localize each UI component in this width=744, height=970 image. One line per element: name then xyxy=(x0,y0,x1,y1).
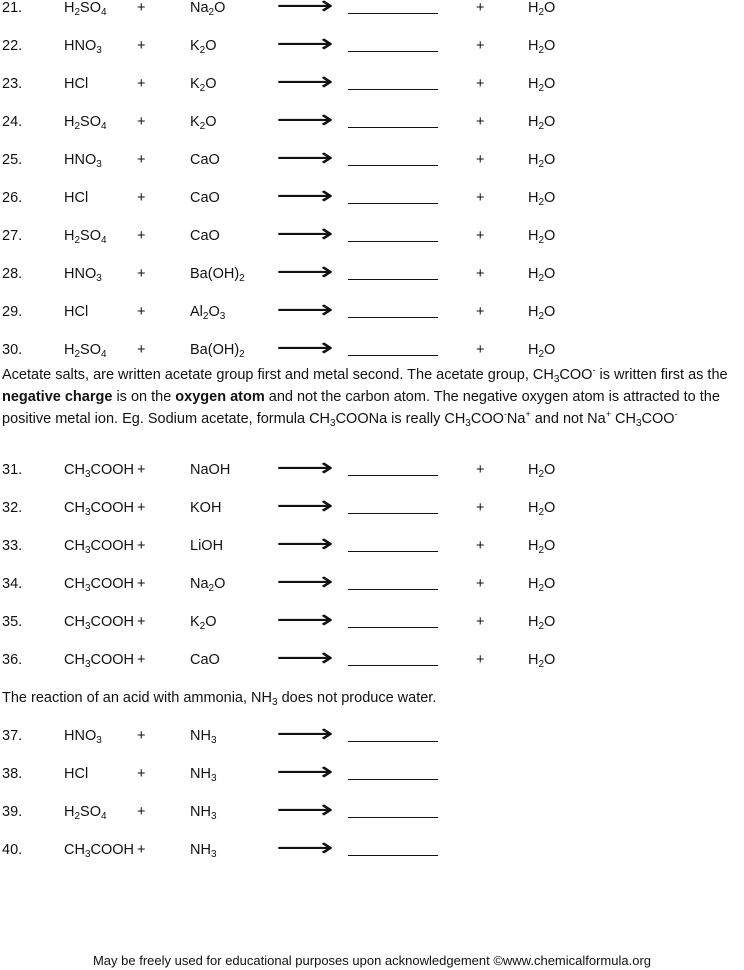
equation-row xyxy=(0,67,744,97)
bold-phrase: negative charge xyxy=(2,389,113,405)
equation-row xyxy=(0,219,744,249)
plus-sign: + xyxy=(137,304,146,320)
equation-row xyxy=(0,529,744,559)
answer-blank[interactable] xyxy=(348,127,438,128)
equation-row xyxy=(0,333,744,363)
water-formula: $H_2O$ xyxy=(528,152,556,170)
plus-sign: + xyxy=(476,228,485,244)
water-formula: $H_2O$ xyxy=(528,576,556,594)
answer-blank[interactable] xyxy=(348,165,438,166)
answer-blank[interactable] xyxy=(348,13,438,14)
equation-row xyxy=(0,453,744,483)
reaction-arrow-icon: ⟶ xyxy=(276,757,334,787)
plus-sign: + xyxy=(137,728,146,744)
answer-blank[interactable] xyxy=(348,627,438,628)
equation-row xyxy=(0,795,744,825)
base-formula: CaO xyxy=(190,228,220,244)
answer-blank[interactable] xyxy=(348,817,438,818)
equation-row xyxy=(0,105,744,135)
plus-sign: + xyxy=(476,462,485,478)
reaction-arrow-icon: ⟶ xyxy=(276,833,334,863)
plus-sign: + xyxy=(476,152,485,168)
base-formula: $K_2O$ xyxy=(190,76,217,94)
answer-blank[interactable] xyxy=(348,51,438,52)
reaction-arrow-icon: ⟶ xyxy=(276,529,334,559)
base-formula: LiOH xyxy=(190,538,224,554)
water-formula: $H_2O$ xyxy=(528,342,556,360)
acid-formula: HCl xyxy=(64,766,89,782)
answer-blank[interactable] xyxy=(348,355,438,356)
plus-sign: + xyxy=(476,500,485,516)
plus-sign: + xyxy=(137,76,146,92)
equation-row xyxy=(0,181,744,211)
base-formula: $NH_3$ xyxy=(190,842,217,860)
plus-sign: + xyxy=(137,462,146,478)
water-formula: $H_2O$ xyxy=(528,266,556,284)
plus-sign: + xyxy=(137,766,146,782)
answer-blank[interactable] xyxy=(348,203,438,204)
base-formula: $K_2O$ xyxy=(190,38,217,56)
equation-row xyxy=(0,719,744,749)
reaction-arrow-icon: ⟶ xyxy=(276,295,334,325)
reaction-arrow-icon: ⟶ xyxy=(276,29,334,59)
reaction-arrow-icon: ⟶ xyxy=(276,333,334,363)
answer-blank[interactable] xyxy=(348,279,438,280)
plus-sign: + xyxy=(476,266,485,282)
plus-sign: + xyxy=(476,114,485,130)
acid-formula: $CH_3COOH$ xyxy=(64,652,135,670)
answer-blank[interactable] xyxy=(348,89,438,90)
equation-number: 25. xyxy=(2,152,23,168)
plus-sign: + xyxy=(137,114,146,130)
acid-formula: $CH_3COOH$ xyxy=(64,614,135,632)
acid-formula: $H_2SO_4$ xyxy=(64,114,107,132)
ammonia-note: The reaction of an acid with ammonia, $NH_3$ does not produce water. xyxy=(2,690,437,708)
equation-row xyxy=(0,143,744,173)
equation-number: 34. xyxy=(2,576,23,592)
base-formula: KOH xyxy=(190,500,222,516)
plus-sign: + xyxy=(137,652,146,668)
equation-row xyxy=(0,295,744,325)
water-formula: $H_2O$ xyxy=(528,0,556,18)
answer-blank[interactable] xyxy=(348,513,438,514)
base-formula: $Na_2O$ xyxy=(190,0,226,18)
reaction-arrow-icon: ⟶ xyxy=(276,795,334,825)
water-formula: $H_2O$ xyxy=(528,538,556,556)
equation-row xyxy=(0,567,744,597)
equation-number: 31. xyxy=(2,462,23,478)
base-formula: NaOH xyxy=(190,462,231,478)
plus-sign: + xyxy=(476,538,485,554)
acid-formula: $HNO_3$ xyxy=(64,38,102,56)
equation-number: 32. xyxy=(2,500,23,516)
answer-blank[interactable] xyxy=(348,665,438,666)
plus-sign: + xyxy=(137,228,146,244)
base-formula: $NH_3$ xyxy=(190,728,217,746)
equation-number: 35. xyxy=(2,614,23,630)
base-formula: CaO xyxy=(190,152,220,168)
answer-blank[interactable] xyxy=(348,779,438,780)
acid-formula: HCl xyxy=(64,76,89,92)
acid-formula: $H_2SO_4$ xyxy=(64,804,107,822)
equation-row xyxy=(0,29,744,59)
plus-sign: + xyxy=(137,538,146,554)
plus-sign: + xyxy=(137,576,146,592)
equation-number: 21. xyxy=(2,0,23,16)
plus-sign: + xyxy=(476,0,485,16)
plus-sign: + xyxy=(137,842,146,858)
acid-formula: $H_2SO_4$ xyxy=(64,228,107,246)
reaction-arrow-icon: ⟶ xyxy=(276,719,334,749)
plus-sign: + xyxy=(476,614,485,630)
acid-formula: HCl xyxy=(64,190,89,206)
water-formula: $H_2O$ xyxy=(528,228,556,246)
reaction-arrow-icon: ⟶ xyxy=(276,643,334,673)
base-formula: CaO xyxy=(190,190,220,206)
equation-number: 23. xyxy=(2,76,23,92)
equation-number: 29. xyxy=(2,304,23,320)
equation-row xyxy=(0,257,744,287)
acid-formula: $CH_3COOH$ xyxy=(64,576,135,594)
plus-sign: + xyxy=(476,342,485,358)
water-formula: $H_2O$ xyxy=(528,500,556,518)
bold-phrase: oxygen atom xyxy=(175,389,265,405)
acid-formula: $CH_3COOH$ xyxy=(64,500,135,518)
equation-number: 22. xyxy=(2,38,23,54)
equation-number: 26. xyxy=(2,190,23,206)
reaction-arrow-icon: ⟶ xyxy=(276,105,334,135)
base-formula: $Ba(OH)_2$ xyxy=(190,342,245,360)
reaction-arrow-icon: ⟶ xyxy=(276,0,334,21)
plus-sign: + xyxy=(137,342,146,358)
plus-sign: + xyxy=(476,576,485,592)
plus-sign: + xyxy=(476,304,485,320)
equation-number: 39. xyxy=(2,804,23,820)
base-formula: $K_2O$ xyxy=(190,114,217,132)
acid-formula: HCl xyxy=(64,304,89,320)
plus-sign: + xyxy=(137,804,146,820)
water-formula: $H_2O$ xyxy=(528,76,556,94)
base-formula: $K_2O$ xyxy=(190,614,217,632)
plus-sign: + xyxy=(137,152,146,168)
plus-sign: + xyxy=(137,190,146,206)
reaction-arrow-icon: ⟶ xyxy=(276,67,334,97)
acid-formula: $CH_3COOH$ xyxy=(64,842,135,860)
plus-sign: + xyxy=(137,0,146,16)
water-formula: $H_2O$ xyxy=(528,190,556,208)
footer-credit: May be freely used for educational purposes upon acknowledgement ©www.chemicalformula.org xyxy=(92,953,652,968)
equation-row xyxy=(0,643,744,673)
base-formula: $NH_3$ xyxy=(190,804,217,822)
base-formula: $NH_3$ xyxy=(190,766,217,784)
acid-formula: $H_2SO_4$ xyxy=(64,0,107,18)
acid-formula: $HNO_3$ xyxy=(64,728,102,746)
reaction-arrow-icon: ⟶ xyxy=(276,143,334,173)
plus-sign: + xyxy=(476,190,485,206)
equation-row xyxy=(0,0,744,21)
acid-formula: $HNO_3$ xyxy=(64,266,102,284)
plus-sign: + xyxy=(476,38,485,54)
reaction-arrow-icon: ⟶ xyxy=(276,453,334,483)
equation-number: 27. xyxy=(2,228,23,244)
equation-number: 28. xyxy=(2,266,23,282)
reaction-arrow-icon: ⟶ xyxy=(276,257,334,287)
water-formula: $H_2O$ xyxy=(528,38,556,56)
equation-row xyxy=(0,605,744,635)
equation-number: 40. xyxy=(2,842,23,858)
base-formula: $Al_2O_3$ xyxy=(190,304,226,322)
reaction-arrow-icon: ⟶ xyxy=(276,491,334,521)
equation-row xyxy=(0,491,744,521)
reaction-arrow-icon: ⟶ xyxy=(276,567,334,597)
answer-blank[interactable] xyxy=(348,241,438,242)
plus-sign: + xyxy=(137,266,146,282)
acid-formula: $HNO_3$ xyxy=(64,152,102,170)
acetate-note: Acetate salts, are written acetate group first and metal second. The acetate group, $CH_3COO^-$ is written first as the negative charge is on the oxygen atom and not the carbon atom. The negative oxygen atom is attracted to the positive metal ion. Eg. Sodium acetate, formula $CH_3COONa$ is really $CH_3COO^-Na^+$ and not Na+ $CH_3COO^-$ xyxy=(2,365,728,429)
base-formula: $Ba(OH)_2$ xyxy=(190,266,245,284)
answer-blank[interactable] xyxy=(348,551,438,552)
plus-sign: + xyxy=(137,500,146,516)
equation-row xyxy=(0,833,744,863)
plus-sign: + xyxy=(137,614,146,630)
reaction-arrow-icon: ⟶ xyxy=(276,605,334,635)
equation-number: 36. xyxy=(2,652,23,668)
acid-formula: $H_2SO_4$ xyxy=(64,342,107,360)
base-formula: $Na_2O$ xyxy=(190,576,226,594)
base-formula: CaO xyxy=(190,652,220,668)
water-formula: $H_2O$ xyxy=(528,304,556,322)
plus-sign: + xyxy=(137,38,146,54)
acid-formula: $CH_3COOH$ xyxy=(64,538,135,556)
equation-number: 24. xyxy=(2,114,23,130)
reaction-arrow-icon: ⟶ xyxy=(276,219,334,249)
answer-blank[interactable] xyxy=(348,855,438,856)
plus-sign: + xyxy=(476,76,485,92)
equation-number: 30. xyxy=(2,342,23,358)
equation-number: 37. xyxy=(2,728,23,744)
equation-row xyxy=(0,757,744,787)
acid-formula: $CH_3COOH$ xyxy=(64,462,135,480)
water-formula: $H_2O$ xyxy=(528,652,556,670)
equation-number: 38. xyxy=(2,766,23,782)
plus-sign: + xyxy=(476,652,485,668)
answer-blank[interactable] xyxy=(348,589,438,590)
water-formula: $H_2O$ xyxy=(528,614,556,632)
answer-blank[interactable] xyxy=(348,317,438,318)
reaction-arrow-icon: ⟶ xyxy=(276,181,334,211)
equation-number: 33. xyxy=(2,538,23,554)
answer-blank[interactable] xyxy=(348,475,438,476)
water-formula: $H_2O$ xyxy=(528,462,556,480)
answer-blank[interactable] xyxy=(348,741,438,742)
water-formula: $H_2O$ xyxy=(528,114,556,132)
